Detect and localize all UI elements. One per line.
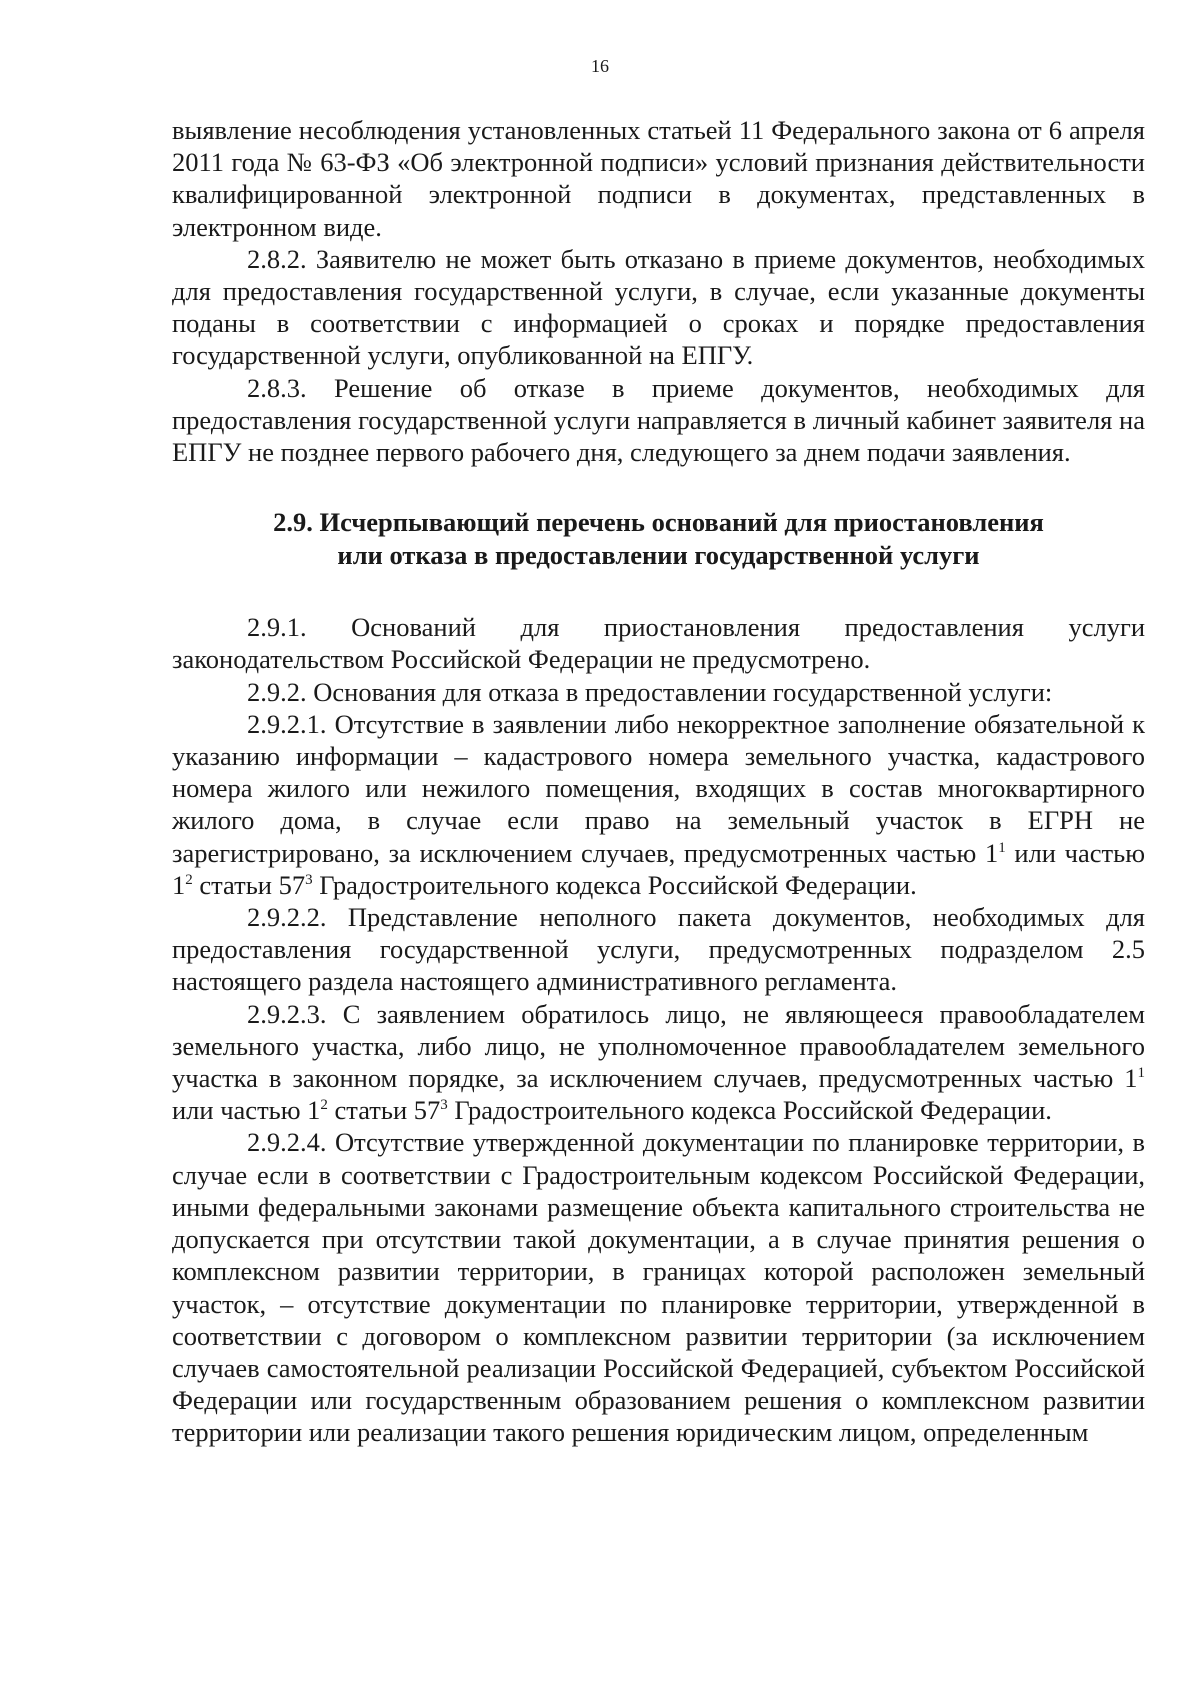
paragraph-text: статьи 57 [327, 1095, 441, 1126]
superscript: 3 [305, 872, 313, 889]
paragraph [172, 708, 1145, 901]
paragraph: выявление несоблюдения установленных статьей 11 Федерального закона от 6 апреля 2011 года № 63-ФЗ «Об электронной подписи» условий признания действительности квалифицированной электронной подписи в документах, представленных в электронном виде. [172, 115, 1145, 242]
section-heading-line: 2.9. Исчерпывающий перечень оснований для приостановления [273, 507, 1044, 538]
superscript: 1 [1137, 1065, 1145, 1082]
superscript: 3 [440, 1097, 448, 1114]
section-heading-line: или отказа в предоставлении государственной услуги [337, 539, 980, 570]
paragraph: 2.9.2.2. Представление неполного пакета документов, необходимых для предоставления государственной услуги, предусмотренных подразделом 2.5 настоящего раздела настоящего административного регламента. [172, 902, 1145, 997]
paragraph: 2.9.2.4. Отсутствие утвержденной документации по планировке территории, в случае если в соответствии с Градостроительным кодексом Российской Федерации, иными федеральными законами размещение объекта капитального строительства не допускается при отсутствии такой документации, а в случае принятия решения о комплексном развитии территории, в границах которой расположен земельный участок, – отсутствие документации по планировке территории, утвержденной в соответствии с договором о комплексном развитии территории (за исключением случаев самостоятельной реализации Российской Федерацией, субъектом Российской Федерации или государственным образованием решения о комплексном развитии территории или реализации такого решения юридическим лицом, определенным [172, 1127, 1145, 1448]
paragraph-text: Градостроительного кодекса Российской Федерации. [447, 1095, 1052, 1126]
paragraph: 2.9.1. Оснований для приостановления предоставления услуги законодательством Российской Федерации не предусмотрено. [172, 612, 1145, 675]
section-heading [172, 506, 1145, 571]
paragraph: 2.8.2. Заявителю не может быть отказано в приеме документов, необходимых для предоставления государственной услуги, в случае, если указанные документы поданы в соответствии с информацией о сроках и порядке предоставления государственной услуги, опубликованной на ЕПГУ. [172, 243, 1145, 371]
paragraph-text: 2.9.2.1. Отсутствие в заявлении либо некорректное заполнение обязательной к указанию информации – кадастрового номера земельного участка, кадастрового номера жилого или нежилого помещения, входящих в состав многоквартирного жилого дома, в случае если право на земельный участок в ЕГРН не зарегистрировано, за исключением случаев, предусмотренных частью 1 [172, 708, 1145, 868]
paragraph-text: или частью 1 [172, 837, 1145, 900]
superscript: 1 [998, 839, 1006, 856]
paragraph: 2.9.2. Основания для отказа в предоставлении государственной услуги: [247, 676, 1053, 707]
paragraph-text: статьи 57 [192, 869, 306, 900]
superscript: 2 [185, 872, 193, 889]
document-body [172, 114, 1145, 1449]
paragraph-text: или частью 1 [172, 1095, 321, 1126]
superscript: 2 [320, 1097, 328, 1114]
page-number: 16 [591, 56, 609, 76]
paragraph-text: 2.9.2.3. С заявлением обратилось лицо, не являющееся правообладателем земельного участка, либо лицо, не уполномоченное правообладателем земельного участка в законном порядке, за исключением случаев, предусмотренных частью 1 [172, 998, 1145, 1094]
paragraph: 2.8.3. Решение об отказе в приеме документов, необходимых для предоставления государственной услуги направляется в личный кабинет заявителя на ЕПГУ не позднее первого рабочего дня, следующего за днем подачи заявления. [172, 372, 1145, 468]
paragraph-text: Градостроительного кодекса Российской Федерации. [312, 869, 917, 900]
paragraph [172, 998, 1145, 1127]
